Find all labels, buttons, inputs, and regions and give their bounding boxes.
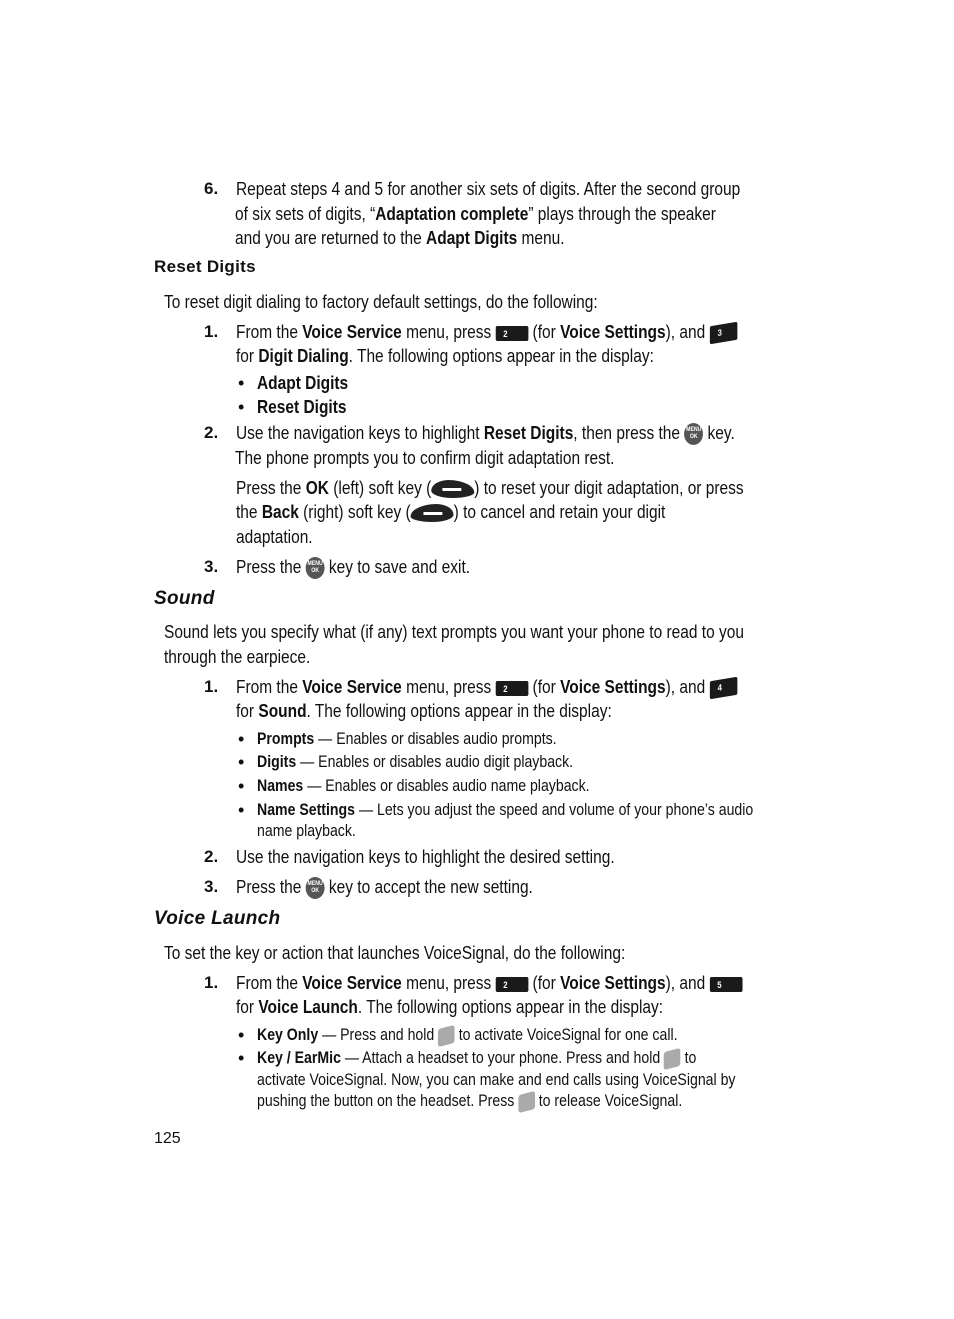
text: From the (236, 322, 303, 342)
key-label: 2 (503, 683, 508, 694)
step6-line3 (235, 226, 565, 250)
text: ) to cancel and retain your digit (453, 502, 666, 522)
text: — Attach a headset to your phone. Press and hold (340, 1048, 665, 1067)
bold-term: Back (261, 502, 299, 522)
sound-step1-line2 (236, 699, 612, 723)
key-2-icon (496, 681, 529, 696)
text: to (680, 1048, 697, 1067)
bold-term: Adaptation complete (375, 204, 529, 224)
sound-step2: Use the navigation keys to highlight the desired setting. (236, 847, 615, 867)
text: (right) soft key ( (298, 502, 411, 522)
bold-term: OK (305, 478, 329, 498)
text: ), and (665, 322, 710, 342)
page-number: 125 (154, 1130, 181, 1147)
key-2-icon (496, 977, 529, 992)
text: menu, press (401, 973, 496, 993)
key-label: MENU (307, 881, 323, 888)
text: (for (528, 322, 561, 342)
text: pushing the button on the headset. Press (257, 1091, 519, 1110)
step6-line1 (236, 177, 740, 201)
key-label: 4 (717, 682, 722, 694)
text: . The following options appear in the display: (306, 701, 612, 721)
step-number: 2. (204, 423, 219, 442)
reset-step2-para-line2 (236, 500, 665, 524)
menu-ok-key-icon (306, 557, 325, 579)
text: key to accept the new setting. (324, 877, 533, 897)
bold-term: Digits (257, 752, 297, 771)
text: menu, press (401, 322, 496, 342)
step-number: 1. (204, 322, 219, 341)
bullet-icon: • (238, 729, 245, 749)
key-label: OK (311, 888, 320, 895)
text: for (236, 701, 259, 721)
text: . The following options appear in the display: (348, 346, 654, 366)
text: (for (528, 677, 561, 697)
step-number: 1. (204, 973, 219, 992)
bold-term: Voice Launch (258, 997, 358, 1017)
menu-ok-key-icon (684, 423, 703, 445)
end-key-icon (518, 1090, 535, 1112)
right-soft-key-icon (411, 504, 454, 522)
text: (left) soft key ( (328, 478, 432, 498)
text: From the (236, 677, 303, 697)
reset-step2-line1 (236, 421, 735, 445)
option-key-earmic-line2: activate VoiceSignal. Now, you can make and end calls using VoiceSignal by (257, 1070, 736, 1089)
section-heading-voice-launch: Voice Launch (154, 908, 281, 929)
bold-term: Adapt Digits (426, 228, 518, 248)
bold-term: Names (257, 776, 304, 795)
bold-term: Voice Settings (560, 677, 666, 697)
key-label: 2 (503, 328, 508, 339)
text: the (236, 502, 262, 522)
key-label: 2 (503, 979, 508, 990)
key-label: OK (311, 568, 320, 575)
bullet-icon: • (238, 776, 245, 796)
bold-term: Prompts (257, 729, 315, 748)
bold-term: Digit Dialing (258, 346, 349, 366)
bullet-icon: • (238, 397, 245, 417)
option-adapt-digits (257, 371, 348, 395)
text: menu, press (401, 677, 496, 697)
option-prompts (257, 727, 557, 751)
text: — Enables or disables audio prompts. (314, 729, 557, 748)
bold-term: Name Settings (257, 800, 356, 819)
voice-step1-line2 (236, 995, 663, 1019)
key-2-icon (496, 326, 529, 341)
bold-term: Reset Digits (257, 397, 347, 417)
text: (for (528, 973, 561, 993)
text: ” plays through the speaker (528, 204, 716, 224)
option-reset-digits (257, 395, 346, 419)
text: Repeat steps 4 and 5 for another six sets of digits. After the second group (236, 179, 741, 199)
bold-term: Voice Service (302, 677, 402, 697)
key-label: 5 (717, 979, 722, 990)
text: key. (703, 423, 735, 443)
text: of six sets of digits, “ (235, 204, 376, 224)
key-label: 3 (717, 327, 722, 339)
bold-term: Voice Service (302, 322, 402, 342)
text: ) to reset your digit adaptation, or press (474, 478, 744, 498)
text: ), and (665, 677, 710, 697)
text: to activate VoiceSignal for one call. (454, 1025, 678, 1044)
left-soft-key-icon (431, 480, 474, 498)
key-label: OK (689, 434, 698, 441)
reset-intro: To reset digit dialing to factory default settings, do the following: (164, 292, 598, 312)
text: menu. (517, 228, 565, 248)
text: — Lets you adjust the speed and volume of your phone’s audio (355, 800, 754, 819)
voice-key-icon (664, 1047, 681, 1069)
reset-step2-line2: The phone prompts you to confirm digit adaptation rest. (235, 448, 615, 468)
option-name-settings-line2: name playback. (257, 821, 356, 840)
text: , then press the (573, 423, 685, 443)
sound-step1-line1 (236, 675, 737, 699)
key-4-icon (709, 677, 737, 699)
text: — Enables or disables audio digit playback. (296, 752, 574, 771)
option-key-earmic-line3 (257, 1089, 682, 1113)
text: and you are returned to the (235, 228, 427, 248)
text: — Press and hold (318, 1025, 439, 1044)
step-number: 2. (204, 847, 219, 866)
section-heading-reset-digits: Reset Digits (154, 257, 256, 276)
text: for (236, 346, 259, 366)
reset-step2-para-line1 (236, 476, 744, 500)
text: key to save and exit. (324, 557, 471, 577)
option-key-earmic (257, 1046, 696, 1070)
text: — Enables or disables audio name playback. (303, 776, 590, 795)
bold-term: Voice Service (302, 973, 402, 993)
sound-intro-line2: through the earpiece. (164, 647, 311, 667)
text: Press the (236, 557, 306, 577)
step-number: 3. (204, 877, 219, 896)
bold-term: Voice Settings (560, 973, 666, 993)
bullet-icon: • (238, 800, 245, 820)
bullet-icon: • (238, 1048, 245, 1068)
bullet-icon: • (238, 752, 245, 772)
text: Press the (236, 877, 306, 897)
option-digits (257, 750, 573, 774)
key-label: MENU (307, 561, 323, 568)
reset-step1-line1 (236, 320, 737, 344)
key-5-icon (709, 977, 742, 992)
sound-intro-line1: Sound lets you specify what (if any) text prompts you want your phone to read to you (164, 622, 744, 642)
text: Press the (236, 478, 306, 498)
bold-term: Adapt Digits (257, 373, 349, 393)
bold-term: Voice Settings (560, 322, 666, 342)
bullet-icon: • (238, 373, 245, 393)
step6-line2 (235, 202, 716, 226)
bold-term: Key Only (257, 1025, 319, 1044)
section-heading-sound: Sound (154, 588, 215, 609)
text: for (236, 997, 259, 1017)
text: to release VoiceSignal. (534, 1091, 683, 1110)
step-number: 6. (204, 179, 219, 198)
bold-term: Key / EarMic (257, 1048, 341, 1067)
reset-step3 (236, 555, 470, 579)
text: From the (236, 973, 303, 993)
text: Use the navigation keys to highlight (236, 423, 484, 443)
key-label: MENU (686, 427, 702, 434)
menu-ok-key-icon (306, 877, 325, 899)
text: ), and (665, 973, 710, 993)
step-number: 1. (204, 677, 219, 696)
bold-term: Reset Digits (483, 423, 574, 443)
reset-step1-line2 (236, 344, 654, 368)
reset-step2-para-line3: adaptation. (236, 527, 313, 547)
bullet-icon: • (238, 1025, 245, 1045)
option-names (257, 774, 590, 798)
bold-term: Sound (258, 701, 307, 721)
step-number: 3. (204, 557, 219, 576)
voice-step1-line1 (236, 971, 742, 995)
sound-step3 (236, 875, 533, 899)
option-key-only (257, 1023, 678, 1047)
key-3-icon (709, 322, 737, 344)
voice-key-icon (438, 1024, 455, 1046)
text: . The following options appear in the display: (357, 997, 664, 1017)
voice-intro: To set the key or action that launches VoiceSignal, do the following: (164, 943, 626, 963)
